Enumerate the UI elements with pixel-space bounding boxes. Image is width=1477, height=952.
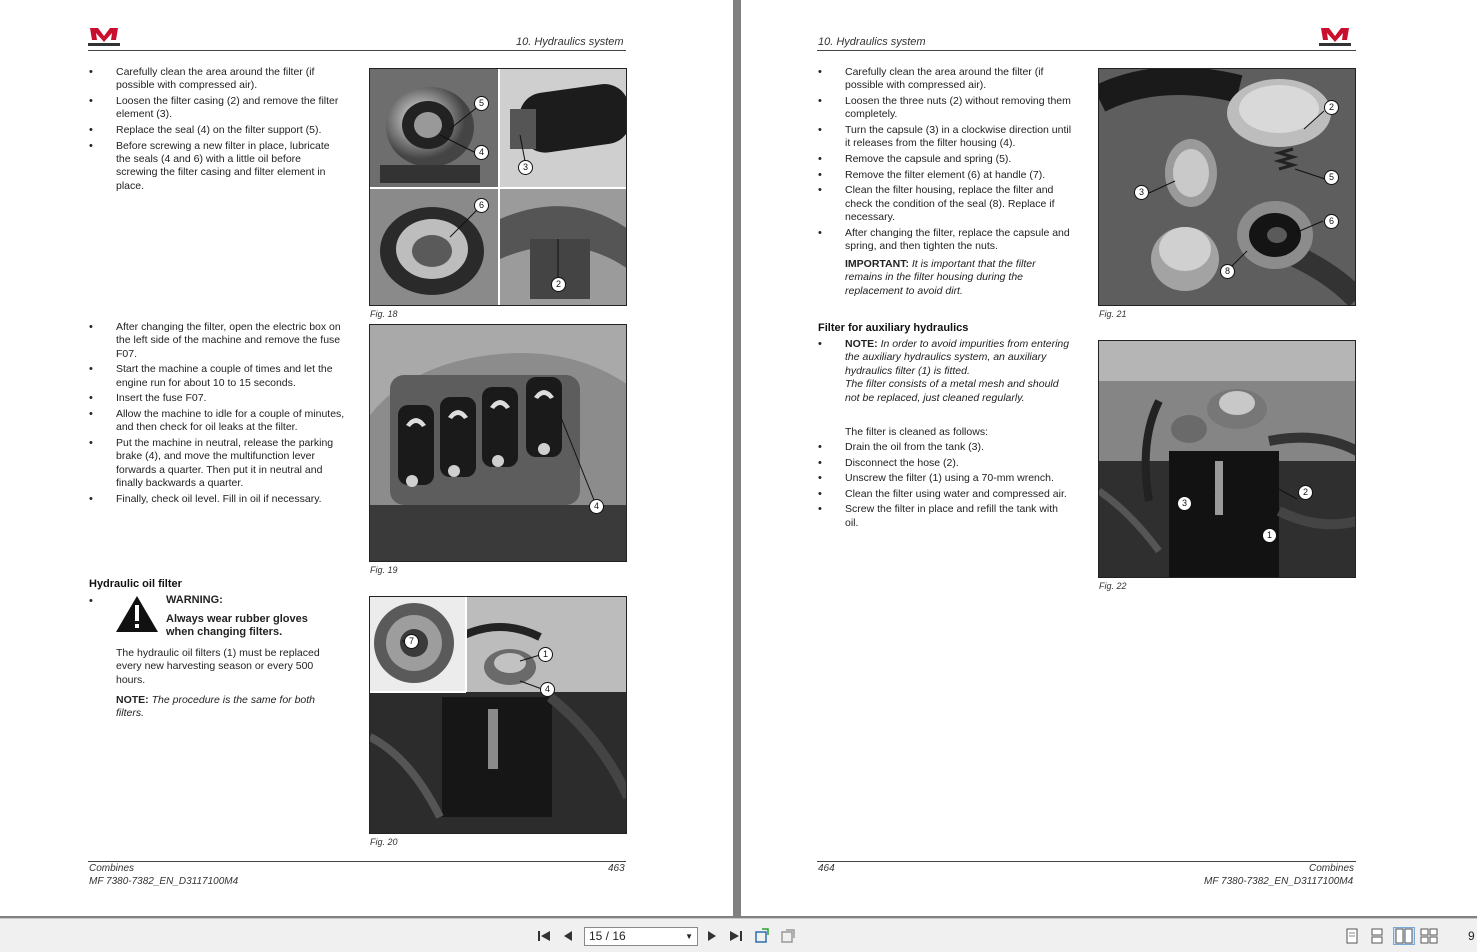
list-item: • Start the machine a couple of times and let the engine run for about 10 to 15 seconds. (89, 363, 345, 390)
figure-19-image (370, 325, 627, 562)
important-label: IMPORTANT: (845, 258, 909, 270)
callout-3: 3 (1134, 185, 1149, 200)
bottom-toolbar (0, 918, 1477, 952)
note-text: The procedure is the same for both filters. (116, 694, 316, 720)
single-page-icon[interactable] (1343, 927, 1361, 945)
figure-18 (369, 68, 627, 306)
procedure-list-2 (89, 321, 345, 508)
list-item: • Loosen the three nuts (2) without removing them completely. (818, 95, 1074, 122)
list-item: • Turn the capsule (3) in a clockwise direction until it releases from the filter housing (4). (818, 124, 1074, 151)
figure-22-image (1099, 341, 1356, 578)
callout-5: 5 (1324, 170, 1339, 185)
list-item: • Remove the capsule and spring (5). (818, 153, 1074, 166)
next-page-icon[interactable] (703, 927, 721, 945)
fit-icon[interactable] (779, 927, 797, 945)
callout-6: 6 (474, 198, 489, 213)
fig-21-caption: Fig. 21 (1099, 309, 1127, 319)
list-item: • After changing the filter, open the electric box on the left side of the machine and remove the fuse F07. (89, 321, 345, 361)
callout-4: 4 (540, 682, 555, 697)
list-item: • Allow the machine to idle for a couple of minutes, and then check for oil leaks at the filter. (89, 408, 345, 435)
footer-doc-id: MF 7380-7382_EN_D3117100M4 (1204, 876, 1354, 887)
callout-1: 1 (538, 647, 553, 662)
callout-3: 3 (1177, 496, 1192, 511)
chevron-down-icon: ▼ (685, 932, 693, 941)
list-item: • Clean the filter housing, replace the filter and check the condition of the seal (8). Replace if necessary. (818, 184, 1074, 224)
header-rule (88, 50, 626, 51)
first-page-icon[interactable] (535, 927, 553, 945)
callout-2: 2 (551, 277, 566, 292)
figure-19 (369, 324, 627, 562)
page-number: 464 (818, 863, 835, 874)
header-title: 10. Hydraulics system (818, 36, 926, 48)
list-item: • Finally, check oil level. Fill in oil if necessary. (89, 493, 345, 506)
list-item: • Clean the filter using water and compressed air. (818, 488, 1074, 501)
note-label: NOTE: (116, 694, 149, 706)
list-item: • Unscrew the filter (1) using a 70-mm wrench. (818, 472, 1074, 485)
figure-22 (1098, 340, 1356, 578)
figure-20-image (370, 597, 627, 834)
important-text: It is important that the filter remains in the filter housing during the replacement to avoid dirt. (845, 258, 1036, 297)
list-item: • Drain the oil from the tank (3). (818, 441, 1074, 454)
massey-ferguson-logo (86, 26, 122, 48)
massey-ferguson-logo (1317, 26, 1353, 48)
continuous-icon[interactable] (1368, 927, 1386, 945)
procedure-list-1 (818, 66, 1074, 256)
list-item: • Remove the filter element (6) at handle (7). (818, 169, 1074, 182)
footer-rule (817, 861, 1356, 862)
procedure-list-2 (818, 441, 1074, 532)
fig-18-caption: Fig. 18 (370, 309, 398, 319)
fig-20-caption: Fig. 20 (370, 837, 398, 847)
callout-4: 4 (474, 145, 489, 160)
figure-18-image (370, 69, 627, 306)
callout-5: 5 (474, 96, 489, 111)
warning-text: Always wear rubber gloves when changing filters. (166, 613, 308, 639)
previous-page-icon[interactable] (559, 927, 577, 945)
page-number-select[interactable] (584, 927, 698, 946)
callout-2: 2 (1298, 485, 1313, 500)
page-indicator: 15 / 16 (589, 929, 626, 943)
note-paragraph (116, 694, 344, 721)
warning-title: WARNING: (166, 594, 223, 606)
callout-8: 8 (1220, 264, 1235, 279)
list-item: • Put the machine in neutral, release the parking brake (4), and move the multifunction lever forwards a quarter. Then put it in neutral and finally backwards a quarter. (89, 437, 345, 491)
bullet: • (818, 338, 822, 350)
callout-7: 7 (404, 634, 419, 649)
list-item: • Before screwing a new filter in place, lubricate the seals (4 and 6) with a little oil before screwing the filter casing and filter element in place. (89, 140, 341, 194)
figure-20 (369, 596, 627, 834)
two-page-icon[interactable] (1393, 927, 1415, 945)
page-464 (741, 0, 1477, 916)
bullet: • (89, 595, 93, 607)
callout-3: 3 (518, 160, 533, 175)
important-paragraph (845, 258, 1071, 298)
page-463 (0, 0, 733, 916)
list-item: • Carefully clean the area around the filter (if possible with compressed air). (89, 66, 341, 93)
aux-note-label: NOTE: (845, 338, 878, 350)
section-heading-hydraulic-oil-filter: Hydraulic oil filter (89, 578, 182, 590)
list-item: • Replace the seal (4) on the filter support (5). (89, 124, 341, 137)
list-item: • After changing the filter, replace the capsule and spring, and then tighten the nuts. (818, 227, 1074, 254)
warning-icon (115, 595, 159, 633)
zoom-level[interactable]: 9 (1468, 929, 1475, 943)
procedure-list-1 (89, 66, 341, 195)
footer-title: Combines (1309, 863, 1355, 874)
callout-2: 2 (1324, 100, 1339, 115)
aux-note-text: In order to avoid impurities from entering the auxiliary hydraulics system, an auxiliary hydraulics filter (1) is fitted. (845, 338, 1070, 377)
aux-intro: The filter is cleaned as follows: (845, 426, 988, 438)
callout-4: 4 (589, 499, 604, 514)
page-number: 463 (608, 863, 625, 874)
callout-6: 6 (1324, 214, 1339, 229)
header-title: 10. Hydraulics system (516, 36, 624, 48)
header-rule (817, 50, 1356, 51)
aux-note (845, 338, 1071, 405)
footer-doc-id: MF 7380-7382_EN_D3117100M4 (89, 876, 239, 887)
fig-19-caption: Fig. 19 (370, 565, 398, 575)
fig-22-caption: Fig. 22 (1099, 581, 1127, 591)
list-item: • Screw the filter in place and refill the tank with oil. (818, 503, 1074, 530)
rotate-icon[interactable] (753, 927, 771, 945)
two-page-continuous-icon[interactable] (1420, 927, 1438, 945)
hydraulic-paragraph: The hydraulic oil filters (1) must be replaced every new harvesting season or every 500 hours. (116, 647, 320, 686)
figure-21 (1098, 68, 1356, 306)
aux-note-text-2: The filter consists of a metal mesh and should not be replaced, just cleaned regularly. (845, 378, 1059, 404)
list-item: • Insert the fuse F07. (89, 392, 345, 405)
callout-1: 1 (1262, 528, 1277, 543)
list-item: • Disconnect the hose (2). (818, 457, 1074, 470)
list-item: • Carefully clean the area around the filter (if possible with compressed air). (818, 66, 1074, 93)
footer-rule (88, 861, 626, 862)
footer-title: Combines (89, 863, 135, 874)
last-page-icon[interactable] (727, 927, 745, 945)
list-item: • Loosen the filter casing (2) and remove the filter element (3). (89, 95, 341, 122)
section-heading-aux-hydraulics: Filter for auxiliary hydraulics (818, 322, 969, 334)
